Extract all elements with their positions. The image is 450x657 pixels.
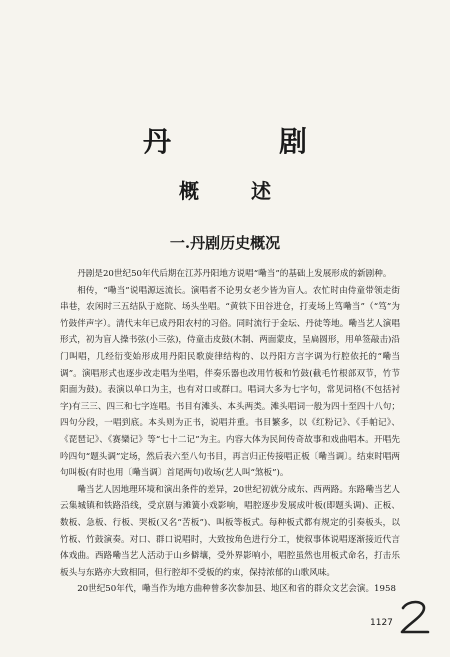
paragraph: 丹剧是20世纪50年代后期在江苏丹阳地方说唱“嘞当”的基础上发展形成的新剧种。: [77, 269, 392, 279]
section-heading: 一.丹剧历史概况: [169, 234, 281, 252]
paragraph: 嘞当艺人因地理环境和演出条件的差异，20世纪初就分成东、西两路。东路嘞当艺人云集城镇和铁路沿线，受京剧与滩簧小戏影响，唱腔逐步发展成叶板(即题头调)、正板、数板、急板、行板、哭板(又名“苦板”)、叫板等板式。每种板式都有规定的引奏板头，以竹板、竹鼓演奏。对口、群口说唱时，大致按角色进行分工，使叙事体说唱逐渐接近代言体戏曲。西路嘞当艺人活动于山乡僻壤，受外界影响小，唱腔虽然也用板式命名，打击乐板头与东路亦大致相同，但行腔却不受板的约束，保持浓郁的山歌风味。: [60, 484, 400, 578]
paragraph: 20世纪50年代，嘞当作为地方曲种曾多次参加县、地区和省的群众文艺会演。1958: [77, 584, 396, 595]
page-number: 1127: [370, 618, 393, 628]
document-title: 丹 剧: [142, 125, 347, 158]
paragraph: 相传，“嘞当”说唱源远流长。演唱者不论男女老少皆为盲人。农忙时由侍童带领走街串巷，农闲时三五结队于庭院、场头坐唱。“黄铁下田谷进仓，打麦场上笃嘞当”（“笃”为竹鼓伴声字）。清代末年已成丹阳农村的习俗。同时流行于金坛、丹徒等地。嘞当艺人演唱形式，初为盲人操书弦(小三弦)，侍童击皮鼓(木制、两面蒙皮，呈扁圆形，用单签敲击)沿门叫唱，几经衍变始形成用丹阳民歌旋律结构的、以丹阳方言字调为行腔依托的“嘞当调”。演唱形式也逐步改走唱为坐唱，伴奏乐器也改用竹板和竹鼓(截毛竹根部双节，竹节阳面为鼓)。表演以单口为主，也有对口或群口。唱词大多为七字句，常见词格(不包括衬字)有三三、四三和七字连唱。书目有滩头、本头两类。滩头唱词一般为四十至四十八句；四句分段，一唱到底。本头则为正书，说唱并重。书目繁多，以《红粉记》、《手帕记》、《琵琶记》、《赛欒记》等“七十二记”为主。内容大体为民间传奇故事和戏曲唱本。开唱先吟四句“题头调”定场，然后表六至八句书目，再言归正传接唱正板〔嘞当调〕。结束时唱两句叫板(有时也用〔嘞当调〕首尾两句)收场(艺人叫“煞板”)。: [60, 285, 400, 479]
document-subtitle: 概 述: [179, 179, 287, 203]
handwritten-mark: [398, 598, 432, 638]
body-text: [60, 266, 400, 598]
